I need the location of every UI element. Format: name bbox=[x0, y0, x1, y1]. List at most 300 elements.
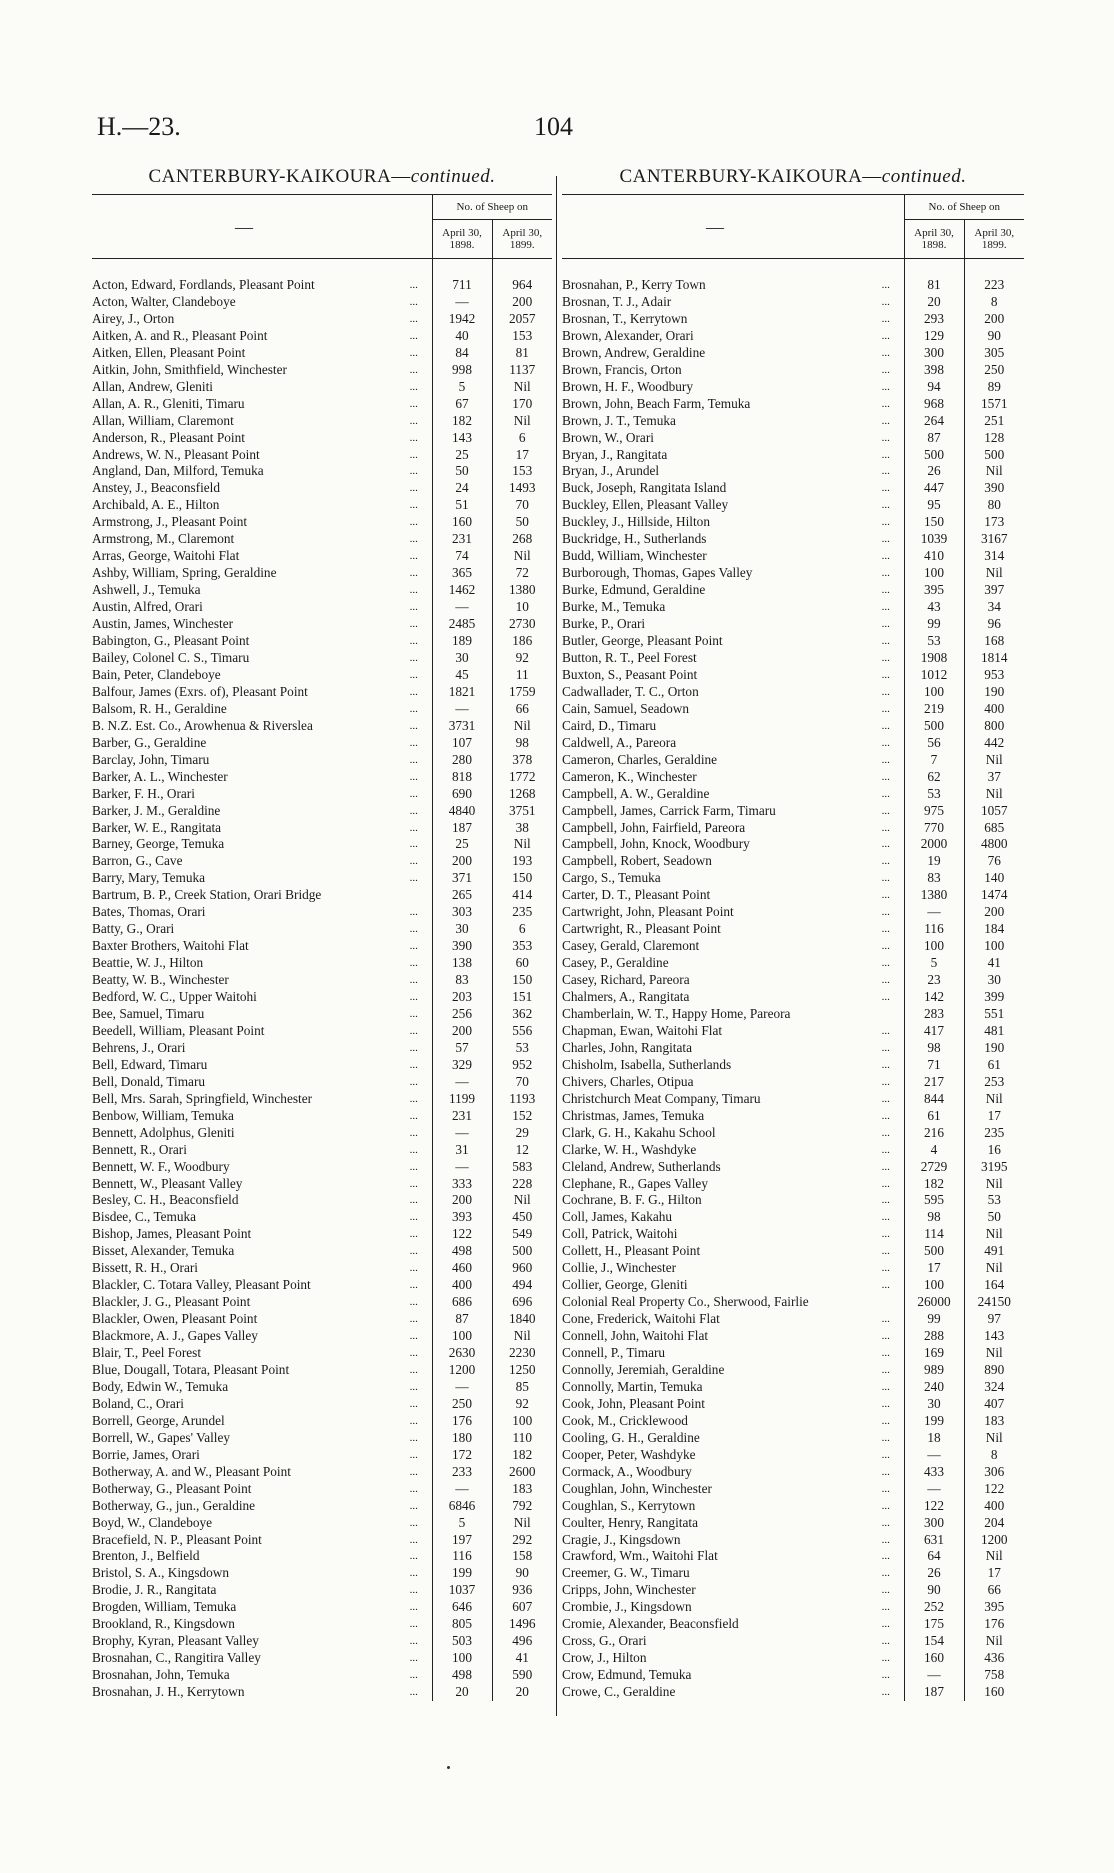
table-row bbox=[562, 836, 1024, 853]
sheep-1898-cell: 231 bbox=[432, 1108, 492, 1125]
sheep-1898-cell: 83 bbox=[432, 972, 492, 989]
right-year-1899: April 30, 1899. bbox=[964, 220, 1024, 259]
table-row bbox=[562, 989, 1024, 1006]
sheep-1898-cell: 805 bbox=[432, 1616, 492, 1633]
sheep-1898-cell: 217 bbox=[904, 1074, 964, 1091]
sheep-1899-cell: Nil bbox=[964, 565, 1024, 582]
sheep-1899-cell: 90 bbox=[492, 1565, 552, 1582]
leader-dots-cell: ... bbox=[881, 872, 890, 885]
owner-name-cell: Armstrong, M., Claremont bbox=[92, 531, 235, 547]
right-column bbox=[562, 166, 1024, 1701]
table-row bbox=[92, 735, 552, 752]
table-row bbox=[562, 1667, 1024, 1684]
sheep-1899-cell: 6 bbox=[492, 921, 552, 938]
leader-dots-cell: ... bbox=[409, 567, 418, 580]
left-sheep-header: No. of Sheep on bbox=[432, 195, 552, 220]
sheep-1898-cell: 690 bbox=[432, 786, 492, 803]
sheep-1898-cell: 631 bbox=[904, 1532, 964, 1549]
owner-name-cell: Clarke, W. H., Washdyke bbox=[562, 1141, 697, 1157]
table-row bbox=[92, 379, 552, 396]
table-row bbox=[92, 1209, 552, 1226]
leader-dots-cell: ... bbox=[881, 1279, 890, 1292]
sheep-1899-cell: 1200 bbox=[964, 1532, 1024, 1549]
sheep-1899-cell: 414 bbox=[492, 887, 552, 904]
left-sheep-table bbox=[92, 194, 552, 1701]
sheep-1898-cell: 1200 bbox=[432, 1362, 492, 1379]
sheep-1898-cell: 2729 bbox=[904, 1159, 964, 1176]
sheep-1898-cell: 81 bbox=[904, 277, 964, 294]
owner-name-cell: Cone, Frederick, Waitohi Flat bbox=[562, 1311, 720, 1327]
left-table-body bbox=[92, 277, 552, 1701]
leader-dots-cell: ... bbox=[409, 448, 418, 461]
leader-dots-cell: ... bbox=[881, 736, 890, 749]
leader-dots-cell: ... bbox=[881, 1414, 890, 1427]
sheep-1899-cell: 306 bbox=[964, 1464, 1024, 1481]
sheep-1899-cell: 11 bbox=[492, 667, 552, 684]
sheep-1898-cell: — bbox=[432, 1379, 492, 1396]
sheep-1898-cell: 53 bbox=[904, 786, 964, 803]
sheep-1898-cell: 1039 bbox=[904, 531, 964, 548]
table-row bbox=[562, 1481, 1024, 1498]
leader-dots-cell: ... bbox=[881, 431, 890, 444]
table-row bbox=[562, 1532, 1024, 1549]
owner-name-cell: Angland, Dan, Milford, Temuka bbox=[92, 463, 264, 479]
sheep-1898-cell: — bbox=[904, 1481, 964, 1498]
table-row bbox=[92, 667, 552, 684]
sheep-1899-cell: 390 bbox=[964, 480, 1024, 497]
leader-dots-cell: ... bbox=[881, 618, 890, 631]
table-row bbox=[92, 1277, 552, 1294]
right-table-body bbox=[562, 277, 1024, 1701]
table-row bbox=[562, 1023, 1024, 1040]
owner-name-cell: Anderson, R., Pleasant Point bbox=[92, 429, 245, 445]
sheep-1899-cell: 395 bbox=[964, 1599, 1024, 1616]
sheep-1899-cell: 952 bbox=[492, 1057, 552, 1074]
owner-name-cell: Brosnahan, C., Rangitira Valley bbox=[92, 1650, 261, 1666]
table-row bbox=[92, 1345, 552, 1362]
table-row bbox=[92, 1057, 552, 1074]
sheep-1899-cell: 143 bbox=[964, 1328, 1024, 1345]
owner-name-cell: Blackler, C. Totara Valley, Pleasant Point bbox=[92, 1277, 311, 1293]
sheep-1898-cell: 154 bbox=[904, 1633, 964, 1650]
table-row bbox=[562, 1260, 1024, 1277]
owner-name-cell: Collier, George, Gleniti bbox=[562, 1277, 688, 1293]
owner-name-cell: B. N.Z. Est. Co., Arowhenua & Riverslea bbox=[92, 717, 313, 733]
table-row bbox=[92, 1311, 552, 1328]
leader-dots-cell: ... bbox=[409, 516, 418, 529]
owner-name-cell: Blair, T., Peel Forest bbox=[92, 1345, 202, 1361]
owner-name-cell: Andrews, W. N., Pleasant Point bbox=[92, 446, 260, 462]
sheep-1898-cell: 989 bbox=[904, 1362, 964, 1379]
owner-name-cell: Casey, Gerald, Claremont bbox=[562, 938, 700, 954]
sheep-1898-cell: — bbox=[432, 1481, 492, 1498]
sheep-1898-cell: 160 bbox=[904, 1650, 964, 1667]
sheep-1898-cell: 172 bbox=[432, 1447, 492, 1464]
sheep-1898-cell: 264 bbox=[904, 413, 964, 430]
sheep-1899-cell: 150 bbox=[492, 972, 552, 989]
leader-dots-cell: ... bbox=[881, 1075, 890, 1088]
sheep-1899-cell: 491 bbox=[964, 1243, 1024, 1260]
sheep-1898-cell: 256 bbox=[432, 1006, 492, 1023]
sheep-1899-cell: 1571 bbox=[964, 396, 1024, 413]
table-row bbox=[92, 1243, 552, 1260]
owner-name-cell: Chapman, Ewan, Waitohi Flat bbox=[562, 1022, 723, 1038]
sheep-1898-cell: 160 bbox=[432, 514, 492, 531]
owner-name-cell: Blackmore, A. J., Gapes Valley bbox=[92, 1328, 258, 1344]
leader-dots-cell: ... bbox=[881, 312, 890, 325]
sheep-1898-cell: 2485 bbox=[432, 616, 492, 633]
sheep-1899-cell: 41 bbox=[964, 955, 1024, 972]
sheep-1899-cell: 153 bbox=[492, 463, 552, 480]
table-row bbox=[92, 1159, 552, 1176]
sheep-1898-cell: 197 bbox=[432, 1532, 492, 1549]
table-row bbox=[562, 1192, 1024, 1209]
sheep-1899-cell: 60 bbox=[492, 955, 552, 972]
table-row bbox=[562, 769, 1024, 786]
owner-name-cell: Behrens, J., Orari bbox=[92, 1039, 186, 1055]
sheep-1898-cell: 500 bbox=[904, 718, 964, 735]
owner-name-cell: Cochrane, B. F. G., Hilton bbox=[562, 1192, 702, 1208]
owner-name-cell: Ashwell, J., Temuka bbox=[92, 582, 201, 598]
table-row bbox=[92, 972, 552, 989]
table-row bbox=[562, 1413, 1024, 1430]
sheep-1898-cell: 265 bbox=[432, 887, 492, 904]
leader-dots-cell: ... bbox=[881, 906, 890, 919]
owner-name-cell: Balfour, James (Exrs. of), Pleasant Point bbox=[92, 683, 308, 699]
leader-dots-cell: ... bbox=[409, 550, 418, 563]
table-row bbox=[562, 667, 1024, 684]
sheep-1899-cell: 17 bbox=[964, 1108, 1024, 1125]
leader-dots-cell: ... bbox=[409, 279, 418, 291]
table-row bbox=[92, 1616, 552, 1633]
leader-dots-cell: ... bbox=[881, 719, 890, 732]
table-row bbox=[562, 1294, 1024, 1311]
owner-name-cell: Campbell, John, Fairfield, Pareora bbox=[562, 819, 746, 835]
table-row bbox=[92, 1125, 552, 1142]
owner-name-cell: Beedell, William, Pleasant Point bbox=[92, 1022, 265, 1038]
sheep-1899-cell: 183 bbox=[964, 1413, 1024, 1430]
leader-dots-cell: ... bbox=[881, 584, 890, 597]
leader-dots-cell: ... bbox=[881, 974, 890, 987]
table-row bbox=[92, 514, 552, 531]
table-row bbox=[92, 1396, 552, 1413]
owner-name-cell: Connolly, Jeremiah, Geraldine bbox=[562, 1362, 725, 1377]
table-row bbox=[92, 1481, 552, 1498]
sheep-1898-cell: 100 bbox=[432, 1650, 492, 1667]
table-row bbox=[562, 1108, 1024, 1125]
left-name-header: — bbox=[92, 195, 396, 259]
table-row bbox=[92, 294, 552, 311]
table-row bbox=[562, 497, 1024, 514]
sheep-1899-cell: 362 bbox=[492, 1006, 552, 1023]
sheep-1899-cell: 72 bbox=[492, 565, 552, 582]
owner-name-cell: Austin, James, Winchester bbox=[92, 616, 234, 632]
owner-name-cell: Cooling, G. H., Geraldine bbox=[562, 1429, 700, 1445]
sheep-1899-cell: 16 bbox=[964, 1142, 1024, 1159]
sheep-1899-cell: 1474 bbox=[964, 887, 1024, 904]
leader-dots-cell bbox=[868, 1294, 904, 1311]
sheep-1899-cell: 168 bbox=[964, 633, 1024, 650]
right-header-row-1 bbox=[562, 195, 1024, 220]
leader-dots-cell: ... bbox=[409, 736, 418, 749]
table-row bbox=[92, 904, 552, 921]
table-row bbox=[562, 921, 1024, 938]
table-row bbox=[562, 362, 1024, 379]
sheep-1899-cell: Nil bbox=[964, 1226, 1024, 1243]
owner-name-cell: Brosnan, T. J., Adair bbox=[562, 293, 672, 309]
table-row bbox=[92, 955, 552, 972]
sheep-1898-cell: 100 bbox=[904, 684, 964, 701]
table-row bbox=[92, 1498, 552, 1515]
owner-name-cell: Bates, Thomas, Orari bbox=[92, 904, 206, 920]
sheep-1899-cell: 551 bbox=[964, 1006, 1024, 1023]
sheep-1899-cell: 98 bbox=[492, 735, 552, 752]
owner-name-cell: Brophy, Kyran, Pleasant Valley bbox=[92, 1633, 259, 1649]
sheep-1899-cell: Nil bbox=[492, 718, 552, 735]
leader-dots-cell: ... bbox=[881, 1058, 890, 1071]
leader-dots-cell: ... bbox=[409, 1414, 418, 1427]
table-row bbox=[562, 1243, 1024, 1260]
table-row bbox=[562, 1040, 1024, 1057]
sheep-1899-cell: 183 bbox=[492, 1481, 552, 1498]
sheep-1899-cell: 90 bbox=[964, 328, 1024, 345]
sheep-1899-cell: 407 bbox=[964, 1396, 1024, 1413]
leader-dots-cell: ... bbox=[409, 668, 418, 681]
leader-dots-cell: ... bbox=[881, 1262, 890, 1275]
leader-dots-cell: ... bbox=[409, 1007, 418, 1020]
leader-dots-cell: ... bbox=[409, 1618, 418, 1631]
table-row bbox=[92, 1362, 552, 1379]
sheep-1899-cell: 583 bbox=[492, 1159, 552, 1176]
owner-name-cell: Barron, G., Cave bbox=[92, 853, 183, 869]
owner-name-cell: Anstey, J., Beaconsfield bbox=[92, 480, 221, 496]
leader-dots-cell: ... bbox=[881, 1533, 890, 1546]
sheep-1898-cell: 175 bbox=[904, 1616, 964, 1633]
table-row bbox=[562, 1277, 1024, 1294]
owner-name-cell: Bryan, J., Arundel bbox=[562, 463, 660, 479]
owner-name-cell: Caldwell, A., Pareora bbox=[562, 734, 677, 750]
sheep-1898-cell: 129 bbox=[904, 328, 964, 345]
leader-dots-cell: ... bbox=[881, 516, 890, 529]
owner-name-cell: Acton, Walter, Clandeboye bbox=[92, 293, 236, 309]
leader-dots-cell: ... bbox=[881, 414, 890, 427]
leader-dots-cell: ... bbox=[409, 533, 418, 546]
sheep-1898-cell: 23 bbox=[904, 972, 964, 989]
owner-name-cell: Creemer, G. W., Timaru bbox=[562, 1565, 690, 1581]
leader-dots-cell bbox=[868, 1006, 904, 1023]
table-row bbox=[92, 1684, 552, 1701]
leader-dots-cell: ... bbox=[881, 499, 890, 512]
owner-name-cell: Acton, Edward, Fordlands, Pleasant Point bbox=[92, 277, 315, 292]
owner-name-cell: Brosnahan, J. H., Kerrytown bbox=[92, 1684, 245, 1700]
sheep-1899-cell: 1380 bbox=[492, 582, 552, 599]
owner-name-cell: Chisholm, Isabella, Sutherlands bbox=[562, 1056, 732, 1072]
sheep-1898-cell: 100 bbox=[432, 1328, 492, 1345]
owner-name-cell: Brown, J. T., Temuka bbox=[562, 412, 676, 428]
sheep-1898-cell: 107 bbox=[432, 735, 492, 752]
owner-name-cell: Bennett, W. F., Woodbury bbox=[92, 1158, 230, 1174]
sheep-1899-cell: 153 bbox=[492, 328, 552, 345]
sheep-1899-cell: 20 bbox=[492, 1684, 552, 1701]
sheep-1899-cell: 110 bbox=[492, 1430, 552, 1447]
leader-dots-cell: ... bbox=[881, 702, 890, 715]
left-year-1899: April 30, 1899. bbox=[492, 220, 552, 259]
sheep-1899-cell: 450 bbox=[492, 1209, 552, 1226]
leader-dots-cell: ... bbox=[409, 295, 418, 308]
sheep-1898-cell: 94 bbox=[904, 379, 964, 396]
sheep-1898-cell: 447 bbox=[904, 480, 964, 497]
leader-dots-cell: ... bbox=[881, 957, 890, 970]
leader-dots-cell: ... bbox=[881, 1364, 890, 1376]
sheep-1899-cell: 685 bbox=[964, 820, 1024, 837]
sheep-1899-cell: Nil bbox=[964, 1633, 1024, 1650]
sheep-1898-cell: 300 bbox=[904, 345, 964, 362]
table-row bbox=[562, 701, 1024, 718]
sheep-1899-cell: 92 bbox=[492, 1396, 552, 1413]
leader-dots-cell: ... bbox=[409, 1567, 418, 1580]
sheep-1898-cell: 329 bbox=[432, 1057, 492, 1074]
owner-name-cell: Bell, Mrs. Sarah, Springfield, Winchester bbox=[92, 1090, 313, 1106]
table-row bbox=[92, 701, 552, 718]
sheep-1898-cell: 57 bbox=[432, 1040, 492, 1057]
sheep-1899-cell: Nil bbox=[964, 1345, 1024, 1362]
owner-name-cell: Butler, George, Pleasant Point bbox=[562, 633, 723, 649]
sheep-1898-cell: 150 bbox=[904, 514, 964, 531]
leader-dots-cell: ... bbox=[881, 753, 890, 766]
sheep-1898-cell: 233 bbox=[432, 1464, 492, 1481]
sheep-1898-cell: 975 bbox=[904, 803, 964, 820]
owner-name-cell: Botherway, G., Pleasant Point bbox=[92, 1480, 252, 1496]
sheep-1898-cell: 1380 bbox=[904, 887, 964, 904]
leader-dots-cell: ... bbox=[409, 414, 418, 427]
sheep-1898-cell: 1942 bbox=[432, 311, 492, 328]
sheep-1899-cell: 800 bbox=[964, 718, 1024, 735]
sheep-1898-cell: 460 bbox=[432, 1260, 492, 1277]
leader-dots-cell: ... bbox=[881, 1618, 890, 1631]
owner-name-cell: Collie, J., Winchester bbox=[562, 1260, 677, 1276]
owner-name-cell: Burke, P., Orari bbox=[562, 616, 646, 632]
table-row bbox=[92, 463, 552, 480]
table-row bbox=[92, 650, 552, 667]
owner-name-cell: Brown, John, Beach Farm, Temuka bbox=[562, 395, 751, 411]
leader-dots-cell: ... bbox=[881, 1109, 890, 1122]
sheep-1898-cell: 818 bbox=[432, 769, 492, 786]
sheep-1898-cell: 84 bbox=[432, 345, 492, 362]
owner-name-cell: Barker, J. M., Geraldine bbox=[92, 802, 221, 818]
sheep-1898-cell: 1908 bbox=[904, 650, 964, 667]
sheep-1898-cell: — bbox=[432, 294, 492, 311]
leader-dots-cell: ... bbox=[409, 465, 418, 478]
sheep-1898-cell: — bbox=[904, 904, 964, 921]
owner-name-cell: Buck, Joseph, Rangitata Island bbox=[562, 480, 727, 496]
sheep-1899-cell: Nil bbox=[492, 1515, 552, 1532]
owner-name-cell: Bell, Donald, Timaru bbox=[92, 1073, 206, 1089]
leader-dots-cell: ... bbox=[881, 651, 890, 664]
sheep-1899-cell: 193 bbox=[492, 853, 552, 870]
sheep-1898-cell: 169 bbox=[904, 1345, 964, 1362]
sheep-1898-cell: 50 bbox=[432, 463, 492, 480]
sheep-1898-cell: 686 bbox=[432, 1294, 492, 1311]
sheep-1898-cell: 138 bbox=[432, 955, 492, 972]
sheep-1898-cell: 293 bbox=[904, 311, 964, 328]
owner-name-cell: Botherway, A. and W., Pleasant Point bbox=[92, 1463, 291, 1479]
leader-dots-cell: ... bbox=[409, 1533, 418, 1546]
sheep-1899-cell: 6 bbox=[492, 430, 552, 447]
owner-name-cell: Bennett, Adolphus, Gleniti bbox=[92, 1124, 235, 1140]
left-title-italic: continued. bbox=[410, 166, 496, 187]
leader-dots-cell: ... bbox=[881, 1431, 890, 1444]
sheep-1898-cell: 5 bbox=[904, 955, 964, 972]
leader-dots-cell: ... bbox=[409, 1024, 418, 1037]
sheep-1899-cell: 1772 bbox=[492, 769, 552, 786]
owner-name-cell: Clark, G. H., Kakahu School bbox=[562, 1124, 716, 1140]
table-row bbox=[92, 1633, 552, 1650]
owner-name-cell: Bedford, W. C., Upper Waitohi bbox=[92, 989, 257, 1005]
table-row bbox=[92, 769, 552, 786]
leader-dots-cell: ... bbox=[409, 1686, 418, 1699]
table-row bbox=[562, 1125, 1024, 1142]
sheep-1899-cell: 1840 bbox=[492, 1311, 552, 1328]
column-divider bbox=[556, 176, 557, 1716]
sheep-1898-cell: — bbox=[432, 1159, 492, 1176]
leader-dots-cell: ... bbox=[409, 397, 418, 410]
owner-name-cell: Christmas, James, Temuka bbox=[562, 1107, 705, 1123]
sheep-1898-cell: 30 bbox=[432, 650, 492, 667]
table-row bbox=[92, 396, 552, 413]
sheep-1899-cell: 29 bbox=[492, 1125, 552, 1142]
leader-dots-cell: ... bbox=[409, 1465, 418, 1478]
owner-name-cell: Bracefield, N. P., Pleasant Point bbox=[92, 1531, 262, 1547]
sheep-1899-cell: 17 bbox=[964, 1565, 1024, 1582]
leader-dots-cell: ... bbox=[409, 329, 418, 342]
sheep-1899-cell: 235 bbox=[964, 1125, 1024, 1142]
sheep-1898-cell: 365 bbox=[432, 565, 492, 582]
sheep-1898-cell: 189 bbox=[432, 633, 492, 650]
table-row bbox=[562, 1362, 1024, 1379]
sheep-1898-cell: 83 bbox=[904, 870, 964, 887]
sheep-1898-cell: 20 bbox=[904, 294, 964, 311]
sheep-1898-cell: 4 bbox=[904, 1142, 964, 1159]
sheep-1899-cell: 696 bbox=[492, 1294, 552, 1311]
sheep-1899-cell: 37 bbox=[964, 769, 1024, 786]
leader-dots-cell: ... bbox=[881, 685, 890, 698]
owner-name-cell: Bisset, Alexander, Temuka bbox=[92, 1243, 235, 1259]
sheep-1898-cell: 844 bbox=[904, 1091, 964, 1108]
sheep-1898-cell: 2630 bbox=[432, 1345, 492, 1362]
sheep-1899-cell: Nil bbox=[964, 1430, 1024, 1447]
leader-dots-cell: ... bbox=[409, 719, 418, 732]
sheep-1899-cell: 481 bbox=[964, 1023, 1024, 1040]
table-row bbox=[562, 853, 1024, 870]
table-row bbox=[562, 1430, 1024, 1447]
owner-name-cell: Cain, Samuel, Seadown bbox=[562, 700, 690, 716]
table-row bbox=[562, 463, 1024, 480]
sheep-1899-cell: 2230 bbox=[492, 1345, 552, 1362]
sheep-1898-cell: — bbox=[432, 701, 492, 718]
sheep-1899-cell: Nil bbox=[964, 1091, 1024, 1108]
sheep-1899-cell: 50 bbox=[492, 514, 552, 531]
leader-dots-cell: ... bbox=[881, 1160, 890, 1173]
table-row bbox=[92, 887, 552, 904]
owner-name-cell: Chamberlain, W. T., Happy Home, Pareora bbox=[562, 1005, 791, 1021]
leader-dots-cell: ... bbox=[409, 1330, 418, 1343]
sheep-1898-cell: 231 bbox=[432, 531, 492, 548]
leader-dots-cell: ... bbox=[409, 702, 418, 715]
table-row bbox=[562, 1464, 1024, 1481]
owner-name-cell: Crawford, Wm., Waitohi Flat bbox=[562, 1548, 718, 1564]
sheep-1899-cell: 442 bbox=[964, 735, 1024, 752]
sheep-1898-cell: 100 bbox=[904, 1277, 964, 1294]
